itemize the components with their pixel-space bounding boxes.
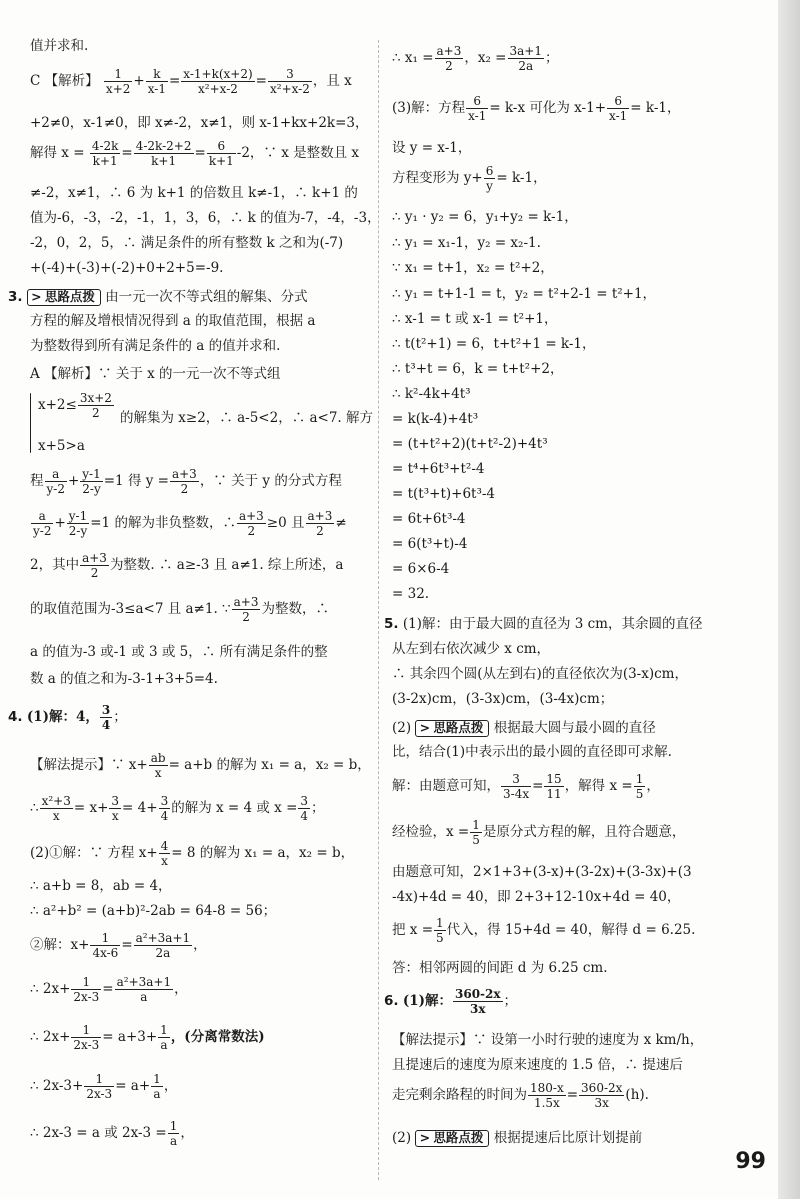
fraction: $\frac{3a+1}{2a}$ (509, 44, 542, 73)
chevron-right-icon: > (419, 720, 431, 735)
hint-line: 【解法提示】∵ 设第一小时行驶的速度为 x km/h， (392, 1032, 704, 1048)
fraction: $\frac{a}{y-2}$ (33, 509, 52, 538)
text-line: 从左到右依次减少 x cm， (392, 641, 551, 657)
fraction: $\frac{\text{a²+3a+1}}{a}$ (116, 975, 172, 1004)
text-line: +(-4)+(-3)+(-2)+0+2+5=-9. (30, 260, 224, 276)
text-line: -2，0，2，5，∴ 满足条件的所有整数 k 之和为(-7) (30, 235, 344, 251)
inequality-1: x+2≤ $\frac{3x+2}{2}$ (38, 391, 112, 420)
equation-line: ∴ 2x-3 = a 或 2x-3 = $\frac{1}{a}$ ， (30, 1119, 194, 1148)
text-line: 数 a 的值之和为-3-1+3+5=4. (30, 671, 218, 687)
analysis-line: A 【解析】∵ 关于 x 的一元一次不等式组 (30, 366, 281, 382)
equation-line: (2)①解：∵ 方程 x+ $\frac{4}{x}$ = 8 的解为 x₁ = a，x₂ = b， (30, 839, 355, 868)
question-4-header: 4. (1)解：4， $\frac{3}{4}$ ； (8, 703, 127, 732)
fraction: $\frac{360-2x}{3x}$ (455, 987, 501, 1016)
fraction: $\frac{1}{a}$ (160, 1023, 168, 1052)
fraction: $\frac{a+3}{2}$ (436, 44, 462, 73)
text-line: ∴ a²+b² = (a+b)²-2ab = 64-8 = 56； (30, 903, 277, 919)
fraction: $\frac{6}{x-1}$ (468, 94, 487, 123)
fraction: $\frac{1}{a}$ (153, 1072, 161, 1101)
fraction: $\frac{\text{x²+3}}{x}$ (41, 794, 71, 823)
text-line: = 6×6-4 (392, 561, 450, 577)
fraction: $\frac{6}{k+1}$ (208, 139, 234, 168)
fraction: $\frac{y-1}{2-y}$ (68, 509, 88, 538)
equation-line: $\frac{a}{y-2}$ + $\frac{y-1}{2-y}$ =1 的解为非负整数，∴ $\frac{a+3}{2}$ ≥0 且 $\frac{a+3}{2}$ ≠ (33, 509, 347, 538)
equation-line: ∴ 2x+ $\frac{1}{2x-3}$ = a+3+ $\frac{1}{a}$ ，(分离常数法) (30, 1023, 265, 1052)
fraction: $\frac{1}{5}$ (472, 818, 480, 847)
fraction: $\frac{3}{x}$ (111, 794, 120, 823)
text-line: = 32. (392, 586, 430, 602)
fraction: $\frac{1}{a}$ (169, 1119, 178, 1148)
fraction: $\frac{3}{4}$ (160, 794, 169, 823)
text-line: = t(t³+t)+6t³-4 (392, 486, 496, 502)
fraction: $\frac{4-2k-2+2}{k+1}$ (135, 139, 192, 168)
fraction: $\frac{4-2k}{k+1}$ (91, 139, 119, 168)
hint-badge: > 思路点拨 (415, 720, 489, 737)
hint-badge: > 思路点拨 (27, 289, 101, 306)
text-line: -4x)+4d = 40，即 2+3+12-10x+4d = 40， (392, 889, 681, 905)
question-number: 5. (384, 616, 399, 632)
fraction: $\frac{1}{5}$ (436, 916, 444, 945)
text-line: 值为-6，-3，-2，-1，1，3，6，∴ k 的值为-7，-4，-3， (30, 210, 381, 226)
page-edge-shadow (778, 0, 800, 1199)
page-number: 99 (735, 1149, 766, 1174)
text-line: = (t+t²+2)(t+t²-2)+4t³ (392, 436, 548, 452)
fraction: $\frac{360-2x}{3x}$ (581, 1081, 623, 1110)
hint-badge: > 思路点拨 (415, 1130, 489, 1147)
text-line: (3-2x)cm，(3-3x)cm，(3-4x)cm； (392, 691, 614, 707)
text-line: = t⁴+6t³+t²-4 (392, 461, 485, 477)
equation-line: 程 $\frac{a}{y-2}$ + $\frac{y-1}{2-y}$ =1 得 y = $\frac{a+3}{2}$ ，∵ 关于 y 的分式方程 (30, 467, 342, 496)
inequality-2: x+5>a (38, 438, 85, 454)
equation-line: ∴ $\frac{\text{x²+3}}{x}$ = x+ $\frac{3}{x}$ = 4+ $\frac{3}{4}$ 的解为 x = 4 或 x = $\frac{3}{4}$ ； (30, 794, 325, 823)
text-line: 方程的解及增根情况得到 a 的取值范围，根据 a (30, 313, 316, 329)
answer-label: C 【解析】 (30, 73, 99, 89)
fraction: $\frac{k}{x-1}$ (147, 67, 166, 96)
question-6-header: 6. (1)解： $\frac{360-2x}{3x}$ ； (384, 987, 518, 1016)
text-line: ∴ y₁ = x₁-1，y₂ = x₂-1. (392, 235, 541, 251)
fraction: $\frac{x-1+k(x+2)}{\text{x²+x-2}}$ (183, 67, 253, 96)
text-line: 为整数得到所有满足条件的 a 的值并求和. (30, 338, 281, 354)
question-number: 3. (8, 289, 23, 305)
fraction: $\frac{a}{y-2}$ (46, 467, 65, 496)
text-line: = k(k-4)+4t³ (392, 411, 479, 427)
equation-line: 的取值范围为-3≤a<7 且 a≠1. ∵ $\frac{a+3}{2}$ 为整数，∴ (30, 595, 329, 624)
equation-line: ∴ 2x-3+ $\frac{1}{2x-3}$ = a+ $\frac{1}{a}$ ， (30, 1072, 178, 1101)
fraction: $\frac{6}{x-1}$ (609, 94, 628, 123)
equation-line: 把 x = $\frac{1}{5}$ 代入，得 15+4d = 40，解得 d = 6.25. (392, 916, 696, 945)
text-line: ∴ t³+t = 6，k = t+t²+2， (392, 361, 564, 377)
chevron-right-icon: > (419, 1130, 431, 1145)
text-line: ∴ x-1 = t 或 x-1 = t²+1， (392, 311, 558, 327)
fraction: $\frac{3}{3-4x}$ (503, 772, 530, 801)
system-brace (30, 393, 31, 453)
fraction: $\frac{\text{a²+3a+1}}{2a}$ (135, 931, 191, 960)
fraction: $\frac{6}{y}$ (485, 164, 494, 193)
fraction: $\frac{a+3}{2}$ (82, 551, 107, 580)
equation-line: ②解：x+ $\frac{1}{4x-6}$ = $\frac{\text{a²+3a+1}}{2a}$ ， (30, 931, 207, 960)
text-line: +2≠0，x-1≠0，即 x≠-2，x≠1，则 x-1+kx+2k=3， (30, 115, 369, 131)
equation-line: ∴ 2x+ $\frac{1}{2x-3}$ = $\frac{\text{a²+3a+1}}{a}$ ， (30, 975, 188, 1004)
fraction: $\frac{180-x}{1.5x}$ (530, 1081, 564, 1110)
fraction: $\frac{a+3}{2}$ (307, 509, 333, 538)
hint-line: (2) > 思路点拨 根据提速后比原计划提前 (392, 1130, 643, 1146)
fraction: $\frac{1}{2x-3}$ (86, 1072, 113, 1101)
question-number: 6. (384, 993, 399, 1009)
equation-line: 走完剩余路程的时间为 $\frac{180-x}{1.5x}$ = $\frac{360-2x}{3x}$ (h). (392, 1081, 649, 1110)
text-line: = 6(t³+t)-4 (392, 536, 468, 552)
question-number: 4. (8, 709, 23, 725)
fraction: $\frac{1}{4x-6}$ (92, 931, 119, 960)
equation-line: 经检验，x = $\frac{1}{5}$ 是原分式方程的解，且符合题意， (392, 818, 686, 847)
question-3-header: 3. > 思路点拨 由一元一次不等式组的解集、分式 (8, 289, 308, 305)
answer-c-line: C 【解析】 $\frac{1}{x+2}$ + $\frac{k}{x-1}$ = $\frac{x-1+k(x+2)}{\text{x²+x-2}}$ = $\frac{3}{\text{x²+x-2}}$ ，且 x (30, 67, 352, 96)
text-line: ∴ y₁ = t+1-1 = t，y₂ = t²+2-1 = t²+1， (392, 286, 657, 302)
equation-line: 方程变形为 y+ $\frac{6}{y}$ = k-1， (392, 164, 547, 193)
text-line: = 6t+6t³-4 (392, 511, 466, 527)
text-line: 设 y = x-1， (392, 140, 472, 156)
text-line: ∴ y₁ · y₂ = 6，y₁+y₂ = k-1， (392, 209, 578, 225)
equation-line: 2，其中 $\frac{a+3}{2}$ 为整数. ∴ a≥-3 且 a≠1. 综上所述，a (30, 551, 344, 580)
fraction: $\frac{3}{\text{x²+x-2}}$ (269, 67, 310, 96)
text-line: ∵ x₁ = t+1，x₂ = t²+2， (392, 260, 554, 276)
text-line: 比，结合(1)中表示出的最小圆的直径即可求解. (392, 744, 672, 760)
fraction: $\frac{4}{x}$ (160, 839, 169, 868)
text-line: ∴ 其余四个圆(从左到右)的直径依次为(3-x)cm， (392, 666, 688, 682)
fraction: $\frac{3x+2}{2}$ (79, 391, 112, 420)
chevron-right-icon: > (31, 289, 42, 304)
text-line: 答：相邻两圆的间距 d 为 6.25 cm. (392, 960, 608, 976)
fraction: $\frac{3}{4}$ (101, 703, 111, 732)
hint-line: (2) > 思路点拨 根据最大圆与最小圆的直径 (392, 720, 656, 736)
text-line: ∴ a+b = 8，ab = 4， (30, 878, 172, 894)
text-line: 的解集为 x≥2，∴ a-5<2，∴ a<7. 解方 (120, 410, 374, 426)
text-line: ≠-2，x≠1，∴ 6 为 k+1 的倍数且 k≠-1，∴ k+1 的 (30, 185, 358, 201)
equation-line: 解：由题意可知， $\frac{3}{3-4x}$ = $\frac{15}{11}$ ，解得 x = $\frac{1}{5}$ ， (392, 772, 660, 801)
text-line: ∴ t(t²+1) = 6，t+t²+1 = k-1， (392, 336, 596, 352)
text-line: ∴ k²-4k+4t³ (392, 386, 471, 402)
solve-line: 解得 x = $\frac{4-2k}{k+1}$ = $\frac{4-2k-2+2}{k+1}$ = $\frac{6}{k+1}$ -2，∵ x 是整数且 x (30, 139, 360, 168)
equation-line: ∴ x₁ = $\frac{a+3}{2}$ ，x₂ = $\frac{3a+1}{2a}$ ； (392, 44, 559, 73)
fraction: $\frac{y-1}{2-y}$ (82, 467, 101, 496)
equation-line: (3)解：方程 $\frac{6}{x-1}$ = k-x 可化为 x-1+ $\frac{6}{x-1}$ = k-1， (392, 94, 681, 123)
fraction: $\frac{a+3}{2}$ (233, 595, 259, 624)
fraction: $\frac{1}{2x-3}$ (73, 1023, 100, 1052)
fraction: $\frac{1}{2x-3}$ (73, 975, 100, 1004)
fraction: $\frac{a+3}{2}$ (171, 467, 197, 496)
hint-line: 【解法提示】∵ x+ $\frac{ab}{x}$ = a+b 的解为 x₁ = a，x₂ = b， (30, 751, 371, 780)
text-line: 值并求和. (30, 38, 89, 54)
question-5-header: 5. (1)解：由于最大圆的直径为 3 cm，其余圆的直径 (384, 616, 703, 632)
text-line: 由题意可知，2×1+3+(3-x)+(3-2x)+(3-3x)+(3 (392, 864, 692, 880)
fraction: $\frac{15}{11}$ (546, 772, 562, 801)
text-line: 且提速后的速度为原来速度的 1.5 倍，∴ 提速后 (392, 1057, 683, 1073)
fraction: $\frac{ab}{x}$ (150, 751, 166, 780)
text-line: a 的值为-3 或-1 或 3 或 5，∴ 所有满足条件的整 (30, 644, 328, 660)
fraction: $\frac{1}{5}$ (635, 772, 644, 801)
fraction: $\frac{3}{4}$ (300, 794, 309, 823)
fraction: $\frac{1}{x+2}$ (105, 67, 131, 96)
fraction: $\frac{a+3}{2}$ (238, 509, 264, 538)
